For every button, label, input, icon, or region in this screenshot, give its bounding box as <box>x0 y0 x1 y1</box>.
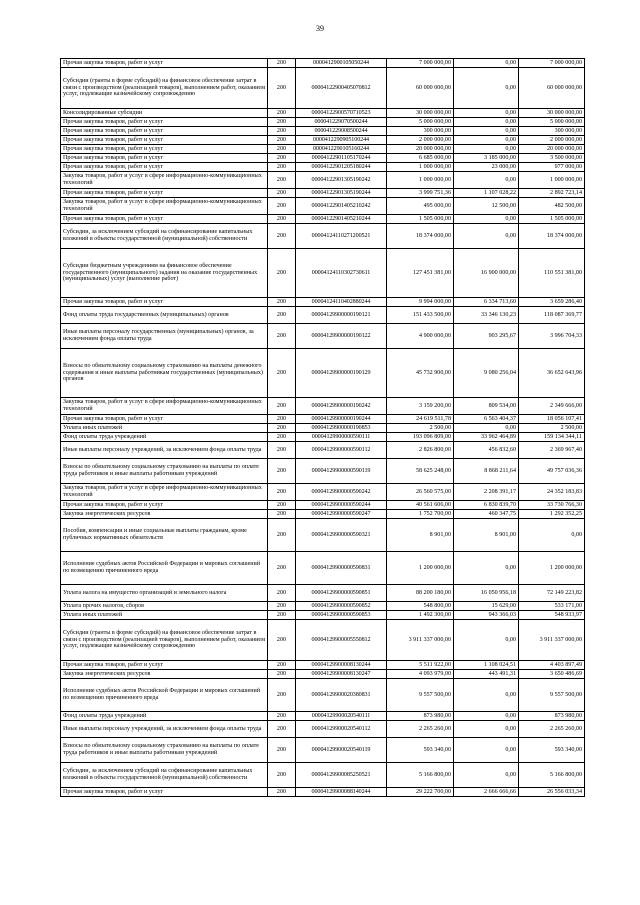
row-plan-cell: 5 511 922,00 <box>387 661 454 670</box>
table-row <box>61 738 585 763</box>
row-plan-cell: 1 752 700,00 <box>387 510 454 519</box>
row-plan-cell: 60 000 000,00 <box>387 68 454 109</box>
row-code-cell: 00004129900000590321 <box>296 519 387 552</box>
row-executed-cell: 0,00 <box>454 763 519 788</box>
row-name-cell: Закупка товаров, работ и услуг в сфере информационно-коммуникационных технологий <box>61 484 268 501</box>
row-group-cell: 200 <box>268 324 296 349</box>
row-executed-cell: 0,00 <box>454 127 519 136</box>
row-executed-cell: 809 534,00 <box>454 398 519 415</box>
row-executed-cell: 0,00 <box>454 215 519 224</box>
row-remainder-cell: 30 000 000,00 <box>519 109 585 118</box>
row-code-cell: 00004129900020540112 <box>296 721 387 738</box>
row-remainder-cell: 1 200 000,00 <box>519 552 585 585</box>
row-executed-cell: 456 832,60 <box>454 442 519 459</box>
row-name-cell: Уплата иных платежей <box>61 424 268 433</box>
row-executed-cell: 0,00 <box>454 620 519 661</box>
row-name-cell: Закупка товаров, работ и услуг в сфере информационно-коммуникационных технологий <box>61 198 268 215</box>
row-code-cell: 00004122901405210244 <box>296 215 387 224</box>
table-row <box>61 189 585 198</box>
table-row <box>61 459 585 484</box>
row-name-cell: Прочая закупка товаров, работ и услуг <box>61 189 268 198</box>
row-group-cell: 200 <box>268 189 296 198</box>
row-group-cell: 200 <box>268 424 296 433</box>
row-plan-cell: 4 093 979,00 <box>387 670 454 679</box>
row-executed-cell: 6 830 839,70 <box>454 501 519 510</box>
row-plan-cell: 193 096 809,00 <box>387 433 454 442</box>
table-row <box>61 249 585 298</box>
row-code-cell: 00004129900000590242 <box>296 484 387 501</box>
row-name-cell: Прочая закупка товаров, работ и услуг <box>61 118 268 127</box>
row-executed-cell: 0,00 <box>454 68 519 109</box>
row-remainder-cell: 300 000,00 <box>519 127 585 136</box>
row-plan-cell: 5 166 800,00 <box>387 763 454 788</box>
row-code-cell: 00004129900000190244 <box>296 415 387 424</box>
table-row <box>61 398 585 415</box>
row-name-cell: Уплата налога на имущество организаций и земельного налога <box>61 585 268 602</box>
row-plan-cell: 6 685 000,00 <box>387 154 454 163</box>
row-name-cell: Закупка энергетических ресурсов <box>61 670 268 679</box>
row-group-cell: 200 <box>268 712 296 721</box>
row-name-cell: Субсидии бюджетным учреждениям на финансовое обеспечение государственного (муниципального) задания на оказание государственных (муниципальных) услуг (выполнение работ) <box>61 249 268 298</box>
row-group-cell: 200 <box>268 620 296 661</box>
row-executed-cell: 0,00 <box>454 679 519 712</box>
row-code-cell: 00004122901305190242 <box>296 172 387 189</box>
table-row <box>61 198 585 215</box>
row-code-cell: 00004129900000190122 <box>296 324 387 349</box>
page-number: 39 <box>316 24 324 33</box>
row-group-cell: 200 <box>268 763 296 788</box>
row-plan-cell: 7 000 000,00 <box>387 59 454 68</box>
row-group-cell: 200 <box>268 136 296 145</box>
row-code-cell: 00004129900085250521 <box>296 763 387 788</box>
row-code-cell: 00004129900000590852 <box>296 602 387 611</box>
row-code-cell: 00004124110302730611 <box>296 249 387 298</box>
row-code-cell: 00004129900000190853 <box>296 424 387 433</box>
row-remainder-cell: 18 374 000,00 <box>519 224 585 249</box>
row-group-cell: 200 <box>268 415 296 424</box>
table-row <box>61 415 585 424</box>
row-group-cell: 200 <box>268 349 296 398</box>
row-executed-cell: 443 491,31 <box>454 670 519 679</box>
row-name-cell: Прочая закупка товаров, работ и услуг <box>61 154 268 163</box>
table-row <box>61 442 585 459</box>
row-group-cell: 200 <box>268 224 296 249</box>
row-remainder-cell: 18 056 107,41 <box>519 415 585 424</box>
row-name-cell: Прочая закупка товаров, работ и услуг <box>61 788 268 797</box>
row-code-cell: 00004129900000590851 <box>296 585 387 602</box>
row-name-cell: Иные выплаты персоналу учреждений, за исключением фонда оплаты труда <box>61 721 268 738</box>
row-code-cell: 00004129900020540111 <box>296 712 387 721</box>
row-name-cell: Субсидии (гранты в форме субсидий) на финансовое обеспечение затрат в связи с производством (реализацией товаров), выполнением работ, оказанием услуг, подлежащие казначейскому сопровождению <box>61 620 268 661</box>
table-row <box>61 298 585 307</box>
row-code-cell: 00004129900000590244 <box>296 501 387 510</box>
table-body <box>61 59 585 797</box>
row-name-cell: Фонд оплаты труда учреждений <box>61 712 268 721</box>
row-name-cell: Уплата иных платежей <box>61 611 268 620</box>
row-group-cell: 200 <box>268 611 296 620</box>
row-remainder-cell: 36 652 643,96 <box>519 349 585 398</box>
table-row <box>61 585 585 602</box>
table-row <box>61 552 585 585</box>
row-plan-cell: 30 000 000,00 <box>387 109 454 118</box>
row-name-cell: Уплата прочих налогов, сборов <box>61 602 268 611</box>
row-remainder-cell: 49 757 036,36 <box>519 459 585 484</box>
row-executed-cell: 2 666 666,66 <box>454 788 519 797</box>
row-plan-cell: 2 826 800,00 <box>387 442 454 459</box>
row-executed-cell: 16 050 956,18 <box>454 585 519 602</box>
row-plan-cell: 8 901,00 <box>387 519 454 552</box>
row-plan-cell: 300 000,00 <box>387 127 454 136</box>
row-remainder-cell: 873 980,00 <box>519 712 585 721</box>
row-remainder-cell: 20 000 000,00 <box>519 145 585 154</box>
row-group-cell: 200 <box>268 307 296 324</box>
row-code-cell: 00004129900000190121 <box>296 307 387 324</box>
row-name-cell: Консолидированные субсидии <box>61 109 268 118</box>
row-code-cell: 00004129900020380831 <box>296 679 387 712</box>
row-executed-cell: 0,00 <box>454 145 519 154</box>
row-group-cell: 200 <box>268 501 296 510</box>
row-plan-cell: 3 159 200,00 <box>387 398 454 415</box>
row-remainder-cell: 24 352 183,83 <box>519 484 585 501</box>
row-plan-cell: 3 999 751,36 <box>387 189 454 198</box>
row-plan-cell: 1 200 000,00 <box>387 552 454 585</box>
table-row <box>61 763 585 788</box>
row-group-cell: 200 <box>268 552 296 585</box>
row-executed-cell: 1 108 024,51 <box>454 661 519 670</box>
row-name-cell: Иные выплаты персоналу учреждений, за исключением фонда оплаты труда <box>61 442 268 459</box>
row-code-cell: 00004122909051​00244 <box>296 136 387 145</box>
row-name-cell: Прочая закупка товаров, работ и услуг <box>61 501 268 510</box>
table-row <box>61 433 585 442</box>
table-row <box>61 620 585 661</box>
row-group-cell: 200 <box>268 163 296 172</box>
row-name-cell: Субсидии (гранты в форме субсидий) на финансовое обеспечение затрат в связи с производством (реализацией товаров), выполнением работ, оказанием услуг, подлежащие казначейскому сопровождению <box>61 68 268 109</box>
row-group-cell: 200 <box>268 68 296 109</box>
table-row <box>61 721 585 738</box>
row-plan-cell: 9 557 500,00 <box>387 679 454 712</box>
row-executed-cell: 0,00 <box>454 136 519 145</box>
row-name-cell: Прочая закупка товаров, работ и услуг <box>61 163 268 172</box>
row-group-cell: 200 <box>268 118 296 127</box>
row-name-cell: Закупка товаров, работ и услуг в сфере информационно-коммуникационных технологий <box>61 172 268 189</box>
row-remainder-cell: 26 556 033,34 <box>519 788 585 797</box>
row-group-cell: 200 <box>268 215 296 224</box>
row-code-cell: 00004129900000190129 <box>296 349 387 398</box>
row-remainder-cell: 1 505 000,00 <box>519 215 585 224</box>
row-name-cell: Прочая закупка товаров, работ и услуг <box>61 145 268 154</box>
row-code-cell: 00004129900000590831 <box>296 552 387 585</box>
row-remainder-cell: 2 000 000,00 <box>519 136 585 145</box>
row-remainder-cell: 3 500 000,00 <box>519 154 585 163</box>
row-plan-cell: 1 000 000,00 <box>387 163 454 172</box>
row-executed-cell: 6 563 404,37 <box>454 415 519 424</box>
row-remainder-cell: 2 892 723,14 <box>519 189 585 198</box>
row-remainder-cell: 7 000 000,00 <box>519 59 585 68</box>
row-remainder-cell: 5 166 800,00 <box>519 763 585 788</box>
row-remainder-cell: 3 996 704,33 <box>519 324 585 349</box>
row-executed-cell: 33 346 130,23 <box>454 307 519 324</box>
row-remainder-cell: 118 087 369,77 <box>519 307 585 324</box>
row-plan-cell: 1 000 000,00 <box>387 172 454 189</box>
row-executed-cell: 0,00 <box>454 552 519 585</box>
row-remainder-cell: 2 349 666,00 <box>519 398 585 415</box>
row-remainder-cell: 2 265 260,00 <box>519 721 585 738</box>
table-row <box>61 307 585 324</box>
row-plan-cell: 24 619 511,78 <box>387 415 454 424</box>
row-remainder-cell: 2 500,00 <box>519 424 585 433</box>
table-row <box>61 712 585 721</box>
row-remainder-cell: 1 000 000,00 <box>519 172 585 189</box>
row-plan-cell: 20 000 000,00 <box>387 145 454 154</box>
row-plan-cell: 127 451 381,00 <box>387 249 454 298</box>
row-group-cell: 200 <box>268 661 296 670</box>
row-code-cell: 00004122901105170244 <box>296 154 387 163</box>
row-name-cell: Закупка товаров, работ и услуг в сфере информационно-коммуникационных технологий <box>61 398 268 415</box>
row-executed-cell: 3 185 000,00 <box>454 154 519 163</box>
row-code-cell: 00004122900570710523 <box>296 109 387 118</box>
row-group-cell: 200 <box>268 59 296 68</box>
row-plan-cell: 9 994 000,00 <box>387 298 454 307</box>
row-remainder-cell: 159 134 344,11 <box>519 433 585 442</box>
row-code-cell: 00004122900850​0244 <box>296 127 387 136</box>
row-executed-cell: 460 347,75 <box>454 510 519 519</box>
row-executed-cell: 0,00 <box>454 59 519 68</box>
row-executed-cell: 0,00 <box>454 712 519 721</box>
row-plan-cell: 26 560 575,00 <box>387 484 454 501</box>
row-name-cell: Прочая закупка товаров, работ и услуг <box>61 661 268 670</box>
row-name-cell: Прочая закупка товаров, работ и услуг <box>61 298 268 307</box>
row-remainder-cell: 0,00 <box>519 519 585 552</box>
row-executed-cell: 6 334 713,60 <box>454 298 519 307</box>
row-code-cell: 00004129900008130247 <box>296 670 387 679</box>
row-remainder-cell: 72 149 223,82 <box>519 585 585 602</box>
row-code-cell: 00004129900000590247 <box>296 510 387 519</box>
row-group-cell: 200 <box>268 738 296 763</box>
table-row <box>61 349 585 398</box>
row-executed-cell: 1 107 028,22 <box>454 189 519 198</box>
row-executed-cell: 0,00 <box>454 118 519 127</box>
row-executed-cell: 0,00 <box>454 424 519 433</box>
row-executed-cell: 12 500,00 <box>454 198 519 215</box>
table-row <box>61 215 585 224</box>
row-code-cell: 00004122901405210242 <box>296 198 387 215</box>
table-row <box>61 324 585 349</box>
row-code-cell: 00004129900008130244 <box>296 661 387 670</box>
table-row <box>61 59 585 68</box>
row-name-cell: Иные выплаты персоналу государственных (муниципальных) органов, за исключением фонда оплаты труда <box>61 324 268 349</box>
row-remainder-cell: 482 500,00 <box>519 198 585 215</box>
row-code-cell: 00004122901305190244 <box>296 189 387 198</box>
table-row <box>61 602 585 611</box>
row-group-cell: 200 <box>268 484 296 501</box>
table-row <box>61 519 585 552</box>
row-group-cell: 200 <box>268 433 296 442</box>
row-name-cell: Прочая закупка товаров, работ и услуг <box>61 136 268 145</box>
row-executed-cell: 0,00 <box>454 109 519 118</box>
row-group-cell: 200 <box>268 109 296 118</box>
row-name-cell: Фонд оплаты труда учреждений <box>61 433 268 442</box>
row-code-cell: 00004129900000590853 <box>296 611 387 620</box>
row-executed-cell: 33 962 464,89 <box>454 433 519 442</box>
row-name-cell: Взносы по обязательному социальному страхованию на выплаты по оплате труда работников и иные выплаты работникам учреждений <box>61 738 268 763</box>
row-executed-cell: 2 208 391,17 <box>454 484 519 501</box>
row-group-cell: 200 <box>268 127 296 136</box>
row-executed-cell: 8 868 211,64 <box>454 459 519 484</box>
row-remainder-cell: 3 659 286,40 <box>519 298 585 307</box>
row-remainder-cell: 533 171,00 <box>519 602 585 611</box>
row-name-cell: Прочая закупка товаров, работ и услуг <box>61 215 268 224</box>
row-remainder-cell: 110 551 381,00 <box>519 249 585 298</box>
row-plan-cell: 88 200 180,00 <box>387 585 454 602</box>
row-group-cell: 200 <box>268 442 296 459</box>
row-plan-cell: 2 265 260,00 <box>387 721 454 738</box>
row-name-cell: Прочая закупка товаров, работ и услуг <box>61 59 268 68</box>
row-executed-cell: 903 295,67 <box>454 324 519 349</box>
row-code-cell: 00004129900088140244 <box>296 788 387 797</box>
row-code-cell: 00004124110402880244 <box>296 298 387 307</box>
row-code-cell: 00004129900005550812 <box>296 620 387 661</box>
table-row <box>61 611 585 620</box>
row-remainder-cell: 977 000,00 <box>519 163 585 172</box>
budget-execution-table <box>60 58 585 797</box>
row-group-cell: 200 <box>268 510 296 519</box>
row-plan-cell: 151 433 500,00 <box>387 307 454 324</box>
row-group-cell: 200 <box>268 585 296 602</box>
table-row <box>61 670 585 679</box>
row-code-cell: 00004122901205180244 <box>296 163 387 172</box>
row-remainder-cell: 60 000 000,00 <box>519 68 585 109</box>
table-row <box>61 510 585 519</box>
row-plan-cell: 593 340,00 <box>387 738 454 763</box>
row-name-cell: Взносы по обязательному социальному страхованию на выплаты по оплате труда работников и иные выплаты работникам учреждений <box>61 459 268 484</box>
row-plan-cell: 3 911 337 000,00 <box>387 620 454 661</box>
row-name-cell: Прочая закупка товаров, работ и услуг <box>61 127 268 136</box>
table-row <box>61 424 585 433</box>
row-plan-cell: 2 500,00 <box>387 424 454 433</box>
table-row <box>61 145 585 154</box>
row-plan-cell: 1 505 000,00 <box>387 215 454 224</box>
row-remainder-cell: 2 369 967,40 <box>519 442 585 459</box>
row-group-cell: 200 <box>268 398 296 415</box>
row-group-cell: 200 <box>268 721 296 738</box>
row-executed-cell: 16 900 000,00 <box>454 249 519 298</box>
row-plan-cell: 40 561 606,00 <box>387 501 454 510</box>
row-executed-cell: 23 000,00 <box>454 163 519 172</box>
row-name-cell: Исполнение судебных актов Российской Федерации и мировых соглашений по возмещению причиненного вреда <box>61 552 268 585</box>
row-plan-cell: 58 625 248,00 <box>387 459 454 484</box>
row-remainder-cell: 33 730 766,30 <box>519 501 585 510</box>
table-row <box>61 501 585 510</box>
row-code-cell: 00004129900000590119 <box>296 459 387 484</box>
row-executed-cell: 0,00 <box>454 172 519 189</box>
row-executed-cell: 0,00 <box>454 738 519 763</box>
row-plan-cell: 2 000 000,00 <box>387 136 454 145</box>
table-row <box>61 224 585 249</box>
row-code-cell: 00004124110271200521 <box>296 224 387 249</box>
row-group-cell: 200 <box>268 679 296 712</box>
table-row <box>61 679 585 712</box>
row-plan-cell: 18 374 000,00 <box>387 224 454 249</box>
table-row <box>61 109 585 118</box>
row-name-cell: Закупка энергетических ресурсов <box>61 510 268 519</box>
row-remainder-cell: 548 933,97 <box>519 611 585 620</box>
row-plan-cell: 548 800,00 <box>387 602 454 611</box>
row-group-cell: 200 <box>268 198 296 215</box>
table-row <box>61 661 585 670</box>
row-remainder-cell: 9 557 500,00 <box>519 679 585 712</box>
row-name-cell: Исполнение судебных актов Российской Федерации и мировых соглашений по возмещению причиненного вреда <box>61 679 268 712</box>
table-row <box>61 484 585 501</box>
table-row <box>61 788 585 797</box>
row-executed-cell: 15 629,00 <box>454 602 519 611</box>
table-row <box>61 118 585 127</box>
row-executed-cell: 9 080 256,04 <box>454 349 519 398</box>
row-remainder-cell: 5 000 000,00 <box>519 118 585 127</box>
table-row <box>61 172 585 189</box>
row-name-cell: Субсидии, за исключением субсидий на софинансирование капитальных вложений в объекты государственной (муниципальной) собственности <box>61 224 268 249</box>
table-row <box>61 127 585 136</box>
row-remainder-cell: 593 340,00 <box>519 738 585 763</box>
row-remainder-cell: 4 403 897,49 <box>519 661 585 670</box>
row-code-cell: 000041290010505024​4 <box>296 59 387 68</box>
row-executed-cell: 0,00 <box>454 721 519 738</box>
row-code-cell: 00004122907050​0244 <box>296 118 387 127</box>
row-remainder-cell: 3 911 337 000,00 <box>519 620 585 661</box>
row-executed-cell: 8 901,00 <box>454 519 519 552</box>
row-plan-cell: 45 732 900,00 <box>387 349 454 398</box>
row-group-cell: 200 <box>268 249 296 298</box>
table-row <box>61 136 585 145</box>
row-group-cell: 200 <box>268 172 296 189</box>
row-plan-cell: 4 900 000,00 <box>387 324 454 349</box>
row-executed-cell: 943 366,03 <box>454 611 519 620</box>
row-code-cell: 000041229004050708​12 <box>296 68 387 109</box>
row-code-cell: 00004122901051​60244 <box>296 145 387 154</box>
table-row <box>61 154 585 163</box>
row-plan-cell: 29 222 700,00 <box>387 788 454 797</box>
row-group-cell: 200 <box>268 670 296 679</box>
table-row <box>61 163 585 172</box>
row-group-cell: 200 <box>268 788 296 797</box>
table-row <box>61 68 585 109</box>
row-group-cell: 200 <box>268 298 296 307</box>
row-name-cell: Пособия, компенсации и иные социальные выплаты гражданам, кроме публичных нормативных обязательств <box>61 519 268 552</box>
row-group-cell: 200 <box>268 459 296 484</box>
row-name-cell: Прочая закупка товаров, работ и услуг <box>61 415 268 424</box>
row-executed-cell: 0,00 <box>454 224 519 249</box>
row-group-cell: 200 <box>268 145 296 154</box>
row-plan-cell: 1 492 300,00 <box>387 611 454 620</box>
row-plan-cell: 5 000 000,00 <box>387 118 454 127</box>
row-name-cell: Субсидии, за исключением субсидий на софинансирование капитальных вложений в объекты государственной (муниципальной) собственности <box>61 763 268 788</box>
row-group-cell: 200 <box>268 154 296 163</box>
row-group-cell: 200 <box>268 602 296 611</box>
row-plan-cell: 495 000,00 <box>387 198 454 215</box>
row-remainder-cell: 3 650 486,69 <box>519 670 585 679</box>
row-group-cell: 200 <box>268 519 296 552</box>
row-code-cell: 00004129900020540119 <box>296 738 387 763</box>
row-name-cell: Взносы по обязательному социальному страхованию на выплаты денежного содержания и иные выплаты работникам государственных (муниципальных) органов <box>61 349 268 398</box>
row-plan-cell: 873 980,00 <box>387 712 454 721</box>
row-code-cell: 00004129900000190242 <box>296 398 387 415</box>
row-name-cell: Фонд оплаты труда государственных (муниципальных) органов <box>61 307 268 324</box>
row-code-cell: 00004129900000590111 <box>296 433 387 442</box>
row-code-cell: 00004129900000590112 <box>296 442 387 459</box>
row-remainder-cell: 1 292 352,25 <box>519 510 585 519</box>
